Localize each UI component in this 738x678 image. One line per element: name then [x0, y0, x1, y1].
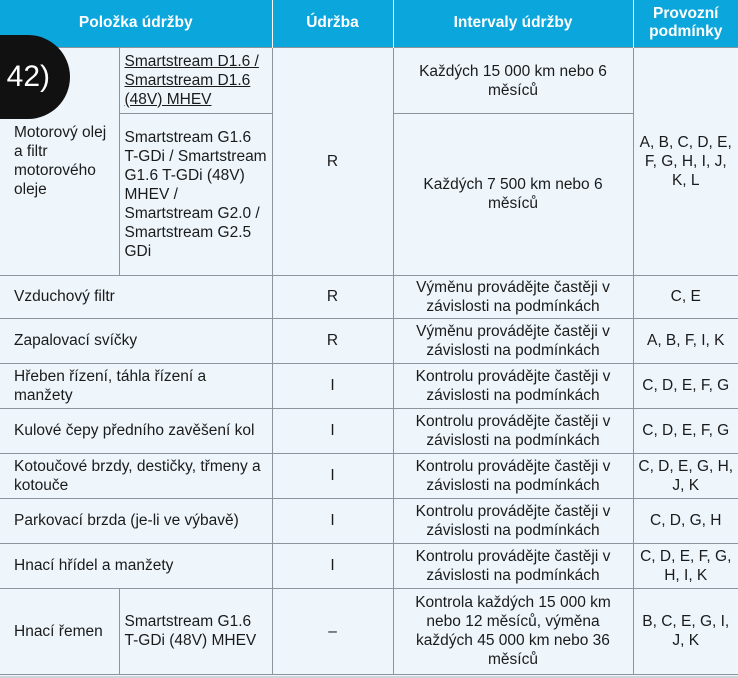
header-conditions: Provozní podmínky — [633, 0, 738, 47]
table-row — [0, 318, 738, 363]
table-row — [0, 363, 738, 408]
row-conditions: B, C, E, G, I, J, K — [633, 588, 738, 674]
row-variant — [119, 47, 272, 113]
table-row — [0, 408, 738, 453]
row-maintenance: I — [272, 408, 393, 453]
row-variant: Smartstream G1.6 T-GDi (48V) MHEV — [119, 588, 272, 674]
row-conditions: C, D, E, F, G — [633, 363, 738, 408]
table-row — [0, 453, 738, 498]
table-row — [0, 543, 738, 588]
row-interval: Kontrolu provádějte častěji v závislosti na podmínkách — [393, 543, 633, 588]
table-row — [0, 47, 738, 113]
row-maintenance: I — [272, 363, 393, 408]
row-interval: Každých 15 000 km nebo 6 měsíců — [393, 47, 633, 113]
row-conditions: C, E — [633, 275, 738, 318]
row-conditions: C, D, E, G, H, J, K — [633, 453, 738, 498]
row-item: Parkovací brzda (je-li ve výbavě) — [0, 498, 272, 543]
row-interval: Kontrola každých 15 000 km nebo 12 měsíců, výměna každých 45 000 km nebo 36 měsíců — [393, 588, 633, 674]
row-item: Zapalovací svíčky — [0, 318, 272, 363]
row-maintenance: I — [272, 453, 393, 498]
header-interval: Intervaly údržby — [393, 0, 633, 47]
row-maintenance: R — [272, 318, 393, 363]
row-interval: Kontrolu provádějte častěji v závislosti na podmínkách — [393, 408, 633, 453]
row-conditions: A, B, C, D, E, F, G, H, I, J, K, L — [633, 47, 738, 275]
row-conditions: A, B, F, I, K — [633, 318, 738, 363]
row-item: Hnací řemen — [0, 588, 119, 674]
table-row — [0, 588, 738, 674]
row-interval: Výměnu provádějte častěji v závislosti na podmínkách — [393, 318, 633, 363]
row-item: Motorový olej a filtr motorového oleje — [0, 47, 119, 275]
row-maintenance: I — [272, 498, 393, 543]
table-header-row — [0, 0, 738, 47]
row-maintenance: R — [272, 47, 393, 275]
row-interval: Kontrolu provádějte častěji v závislosti na podmínkách — [393, 498, 633, 543]
header-item: Položka údržby — [0, 0, 272, 47]
row-maintenance: – — [272, 588, 393, 674]
row-conditions: C, D, E, F, G, H, I, K — [633, 543, 738, 588]
row-interval: Každých 7 500 km nebo 6 měsíců — [393, 113, 633, 275]
row-item: Hnací hřídel a manžety — [0, 543, 272, 588]
row-maintenance: R — [272, 275, 393, 318]
row-maintenance: I — [272, 543, 393, 588]
page-number-badge: 42) — [0, 35, 70, 119]
row-item: Hřeben řízení, táhla řízení a manžety — [0, 363, 272, 408]
table-row — [0, 498, 738, 543]
row-conditions: C, D, E, F, G — [633, 408, 738, 453]
row-conditions: C, D, G, H — [633, 498, 738, 543]
row-item: Kulové čepy předního zavěšení kol — [0, 408, 272, 453]
row-variant-text: Smartstream D1.6 / Smartstream D1.6 (48V) MHEV — [124, 52, 259, 108]
row-interval: Kontrolu provádějte častěji v závislosti na podmínkách — [393, 363, 633, 408]
row-item: Kotoučové brzdy, destičky, třmeny a kotouče — [0, 453, 272, 498]
row-interval: Kontrolu provádějte častěji v závislosti na podmínkách — [393, 453, 633, 498]
table-row — [0, 275, 738, 318]
header-maintenance: Údržba — [272, 0, 393, 47]
row-interval: Výměnu provádějte častěji v závislosti na podmínkách — [393, 275, 633, 318]
row-item: Vzduchový filtr — [0, 275, 272, 318]
row-variant: Smartstream G1.6 T-GDi / Smartstream G1.6 T-GDi (48V) MHEV / Smartstream G2.0 / Smartstream G2.5 GDi — [119, 113, 272, 275]
